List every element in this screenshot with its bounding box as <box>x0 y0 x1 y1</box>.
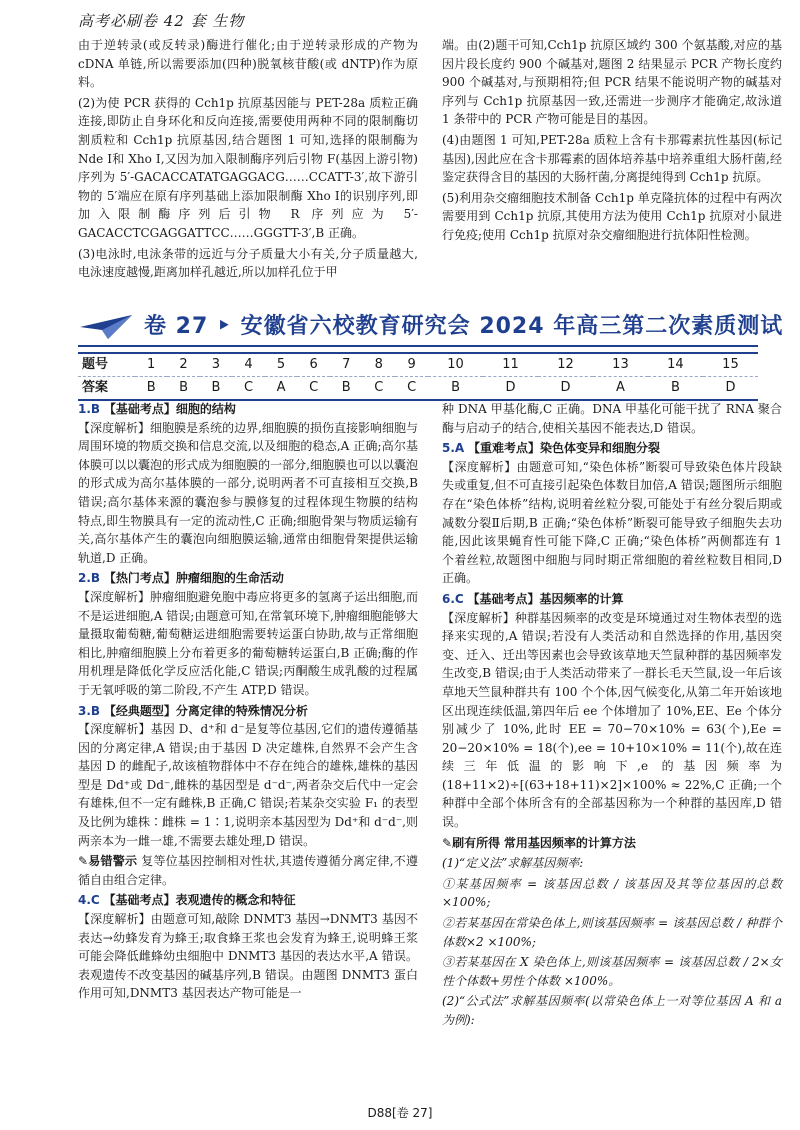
question-number: 7 <box>330 353 362 377</box>
answer-cell: A <box>593 377 648 401</box>
answer-cell: B <box>330 377 362 401</box>
question-number-row <box>78 353 758 377</box>
answer-table <box>78 352 758 401</box>
answer-cell: B <box>135 377 167 401</box>
answer-cell: B <box>167 377 199 401</box>
question-number: 3 <box>200 353 232 377</box>
page-footer: D88[卷 27] <box>367 1106 433 1120</box>
formula-line: ②若某基因在常染色体上,则该基因频率 = 该基因总数 / 种群个体数×2 ×100%; <box>442 916 782 949</box>
pencil-icon: ✎ <box>442 835 453 850</box>
question-number: 12 <box>538 353 593 377</box>
question-number: 10 <box>428 353 483 377</box>
question-block: 6.C 【基础考点】基因频率的计算 【深度解析】种群基因频率的改变是环境通过对生物体表型的选择来实现的,A 错误;若没有人类活动和自然选择的作用,基因突变、迁入、迁出等因素也会导致该草地天竺鼠种群的基因频率发生改变,B 错误;由于人类活动带来了一群长毛天竺鼠,设一年后该草地天竺鼠种群共有 100 个个体,因气候变化,从第二年开始该地区出现连续低温,第四年后 ee 个体增加了 10%,EE、Ee 个体分别减少了 10%,此时 EE = 70−70×10% = 63(个),Ee = 20−20×10% = 18(个),ee = 10+10×10% = 11(个),故在连续三年低温的影响下,e 的基因频率为(18+11×2)÷[(63+18+11)×2]×100% ≈ 22%,C 正确;一个种群中全部个体所含有的全部基因称为一个种群的基因库,D 错误。 <box>442 591 782 830</box>
question-block: 4.C 【基础考点】表观遗传的概念和特征 【深度解析】由题意可知,敲除 DNMT3 基因→DNMT3 基因不表达→幼蜂发育为蜂王;取食蜂王浆也会发育为蜂王,说明蜂王浆可能会降低雌蜂幼虫细胞中 DNMT3 基因的表达水平,A 错误。表观遗传不改变基因的碱基序列,B 错误。由题图 DNMT3 蛋白作用可知,DNMT3 基因表达产物可能是一 <box>78 893 418 1001</box>
top-left-column <box>78 36 418 284</box>
formula-line: ③若某基因在 X 染色体上,则该基因频率 = 该基因总数 / 2×女性个体数+男性个体数 ×100%。 <box>442 955 782 988</box>
question-number: 1 <box>135 353 167 377</box>
row-label: 题号 <box>78 353 135 377</box>
answer-cell: C <box>297 377 330 401</box>
paragraph: 由于逆转录(或反转录)酶进行催化;由于逆转录形成的产物为 cDNA 单链,所以需要添加(四种)脱氧核苷酸(或 dNTP)作为原料。 <box>78 38 418 90</box>
method-line: (1)“定义法”求解基因频率: <box>442 856 584 871</box>
error-warning-note: ✎易错警示 复等位基因控制相对性状,其遗传遵循分离定律,不遵循自由组合定律。 <box>78 854 418 887</box>
exam-banner <box>78 310 784 344</box>
answer-cell: C <box>232 377 265 401</box>
paragraph: 端。由(2)题干可知,Cch1p 抗原区域约 300 个氨基酸,对应的基因片段长度约 900 个碱基对,题图 2 结果显示 PCR 产物长度约 900 个碱基对,与预期相符;但 PCR 结果不能说明产物的碱基对序列与 Cch1p 抗原基因一致,还需进一步测序才能确定,故泳道 1 条带中的 PCR 产物可能是目的基因。 <box>442 38 782 127</box>
question-number: 8 <box>362 353 395 377</box>
paper-plane-icon <box>78 313 134 341</box>
question-number: 5 <box>265 353 297 377</box>
question-number: 4 <box>232 353 265 377</box>
question-number: 6 <box>297 353 330 377</box>
formula-line: ①某基因频率 = 该基因总数 / 该基因及其等位基因的总数 ×100%; <box>442 876 782 910</box>
question-block: 5.A 【重难考点】染色体变异和细胞分裂 【深度解析】由题意可知,“染色体桥”断裂可导致染色体片段缺失或重复,但不可直接引起染色体数目加倍,A 错误;题图所示细胞存在“染色体桥”结构,说明着丝粒分裂,可能处于有丝分裂后期或减数分裂Ⅱ后期,B 正确;“染色体桥”断裂可能导致子细胞失去功能,因此该果蝇育性可能下降,C 正确;“染色体桥”两侧都连有 1 个着丝粒,故题图中细胞与同时期正常细胞的着丝粒数目相同,D 正确。 <box>442 441 782 586</box>
answer-cell: D <box>538 377 593 401</box>
answer-cell: B <box>648 377 703 401</box>
answer-cell: B <box>200 377 232 401</box>
answer-row <box>78 377 758 401</box>
question-block: 3.B 【经典题型】分离定律的特殊情况分析 【深度解析】基因 D、d⁺和 d⁻是复等位基因,它们的遗传遵循基因的分离定律,A 错误;由于基因 D 决定雄株,自然界不会产生含基因 D 的雌配子,故该植物群体中不存在纯合的雄株,雄株的基因型是 Dd⁺或 Dd⁻,雌株的基因型是 d⁻d⁻,两者杂交后代中一定会有雄株,但不一定有雌株,B 正确,C 错误;若某杂交实验 F₁ 的表型及比例为雄株∶雌株 = 1∶1,说明亲本基因型为 Dd⁺和 d⁻d⁻,则两亲本为一雌一雄,不需要去雄处理,D 错误。 <box>78 703 418 848</box>
paragraph: (4)由题图 1 可知,PET-28a 质粒上含有卡那霉素抗性基因(标记基因),因此应在含卡那霉素的固体培养基中培养重组大肠杆菌,经鉴定获得含目的基因的大肠杆菌,分离提纯得到 Cch1p 抗原。 <box>442 132 782 185</box>
paragraph: (2)为使 PCR 获得的 Cch1p 抗原基因能与 PET-28a 质粒正确连接,即防止自身环化和反向连接,需要使用两种不同的限制酶切割质粒和 Cch1p 抗原基因,结合题图 1 可知,选择的限制酶为 Nde Ⅰ和 Xho Ⅰ,又因为加入限制酶序列后引物 F(基因上游引物)序列为 5′-GACACCATATGAGGACG……CCATT-3′,故下游引物的 5′端应在原有序列基础上添加限制酶 Xho Ⅰ的识别序列,即加入限制酶序列后引物 R 序列应为 5′-GACACCTCGAGGATTCC……GGGTT-3′,B 正确。 <box>78 95 418 240</box>
top-right-column <box>442 36 782 247</box>
answer-cell: D <box>703 377 758 401</box>
question-block: 1.B 【基础考点】细胞的结构 【深度解析】细胞膜是系统的边界,细胞膜的损伤直接影响细胞与周围环境的物质交换和信息交流,以及细胞的稳态,A 正确;高尔基体膜可以以囊泡的形式成为细胞膜的一部分,细胞膜也可以以囊泡的形式成为高尔基体膜的一部分,说明两者不可直接相互交换,B 错误;高尔基体来源的囊泡参与膜修复的过程体现生物膜的结构特点,即生物膜具有一定的流动性,C 正确;细胞骨架与物质运输有关,高尔基体产生的囊泡向细胞膜运输,通常由细胞骨架提供运输轨道,D 正确。 <box>78 402 418 565</box>
question-number: 2 <box>167 353 199 377</box>
answer-cell: B <box>428 377 483 401</box>
question-number: 14 <box>648 353 703 377</box>
pencil-icon: ✎ <box>78 854 89 869</box>
exam-title: 卷 27 ‣ 安徽省六校教育研究会 2024 年高三第二次素质测试 <box>144 313 784 339</box>
answer-cell: C <box>362 377 395 401</box>
divider <box>78 345 758 347</box>
question-block: 2.B 【热门考点】肿瘤细胞的生命活动 【深度解析】肿瘤细胞避免胞中毒应将更多的氢离子运出细胞,而不是运进细胞,A 错误;由题意可知,在常氧环境下,肿瘤细胞能够大量摄取葡萄糖,葡萄糖运进细胞需要转运蛋白协助,故与正常细胞相比,肿瘤细胞膜上分布着更多的葡萄糖转运蛋白,B 正确;酶的作用机理是降低化学反应活化能,C 错误;丙酮酸生成乳酸的过程属于无氧呼吸的第二阶段,不产生 ATP,D 错误。 <box>78 571 418 697</box>
bottom-left-column <box>78 400 418 1005</box>
running-header: 高考必刷卷 42 套 生物 <box>78 12 245 30</box>
answer-cell: D <box>483 377 538 401</box>
question-number: 13 <box>593 353 648 377</box>
question-number: 9 <box>395 353 428 377</box>
summary-heading: ✎刷有所得 常用基因频率的计算方法 <box>442 835 636 850</box>
question-number: 11 <box>483 353 538 377</box>
question-continuation: 种 DNA 甲基化酶,C 正确。DNA 甲基化可能干扰了 RNA 聚合酶与启动子的结合,使相关基因不能表达,D 错误。 <box>442 402 782 435</box>
answer-cell: A <box>265 377 297 401</box>
paragraph: (5)利用杂交瘤细胞技术制备 Cch1p 单克隆抗体的过程中有两次需要用到 Cch1p 抗原,其使用方法为使用 Cch1p 抗原对小鼠进行免疫;使用 Cch1p 抗原对杂交瘤细胞进行抗体阳性检测。 <box>442 190 782 242</box>
row-label: 答案 <box>78 377 135 401</box>
answer-cell: C <box>395 377 428 401</box>
method-line: (2)“公式法”求解基因频率(以常染色体上一对等位基因 A 和 a 为例): <box>442 994 782 1027</box>
question-number: 15 <box>703 353 758 377</box>
bottom-right-column <box>442 400 782 1032</box>
paragraph: (3)电泳时,电泳条带的远近与分子质量大小有关,分子质量越大,电泳速度越慢,距离加样孔越近,所以加样孔位于甲 <box>78 246 418 280</box>
